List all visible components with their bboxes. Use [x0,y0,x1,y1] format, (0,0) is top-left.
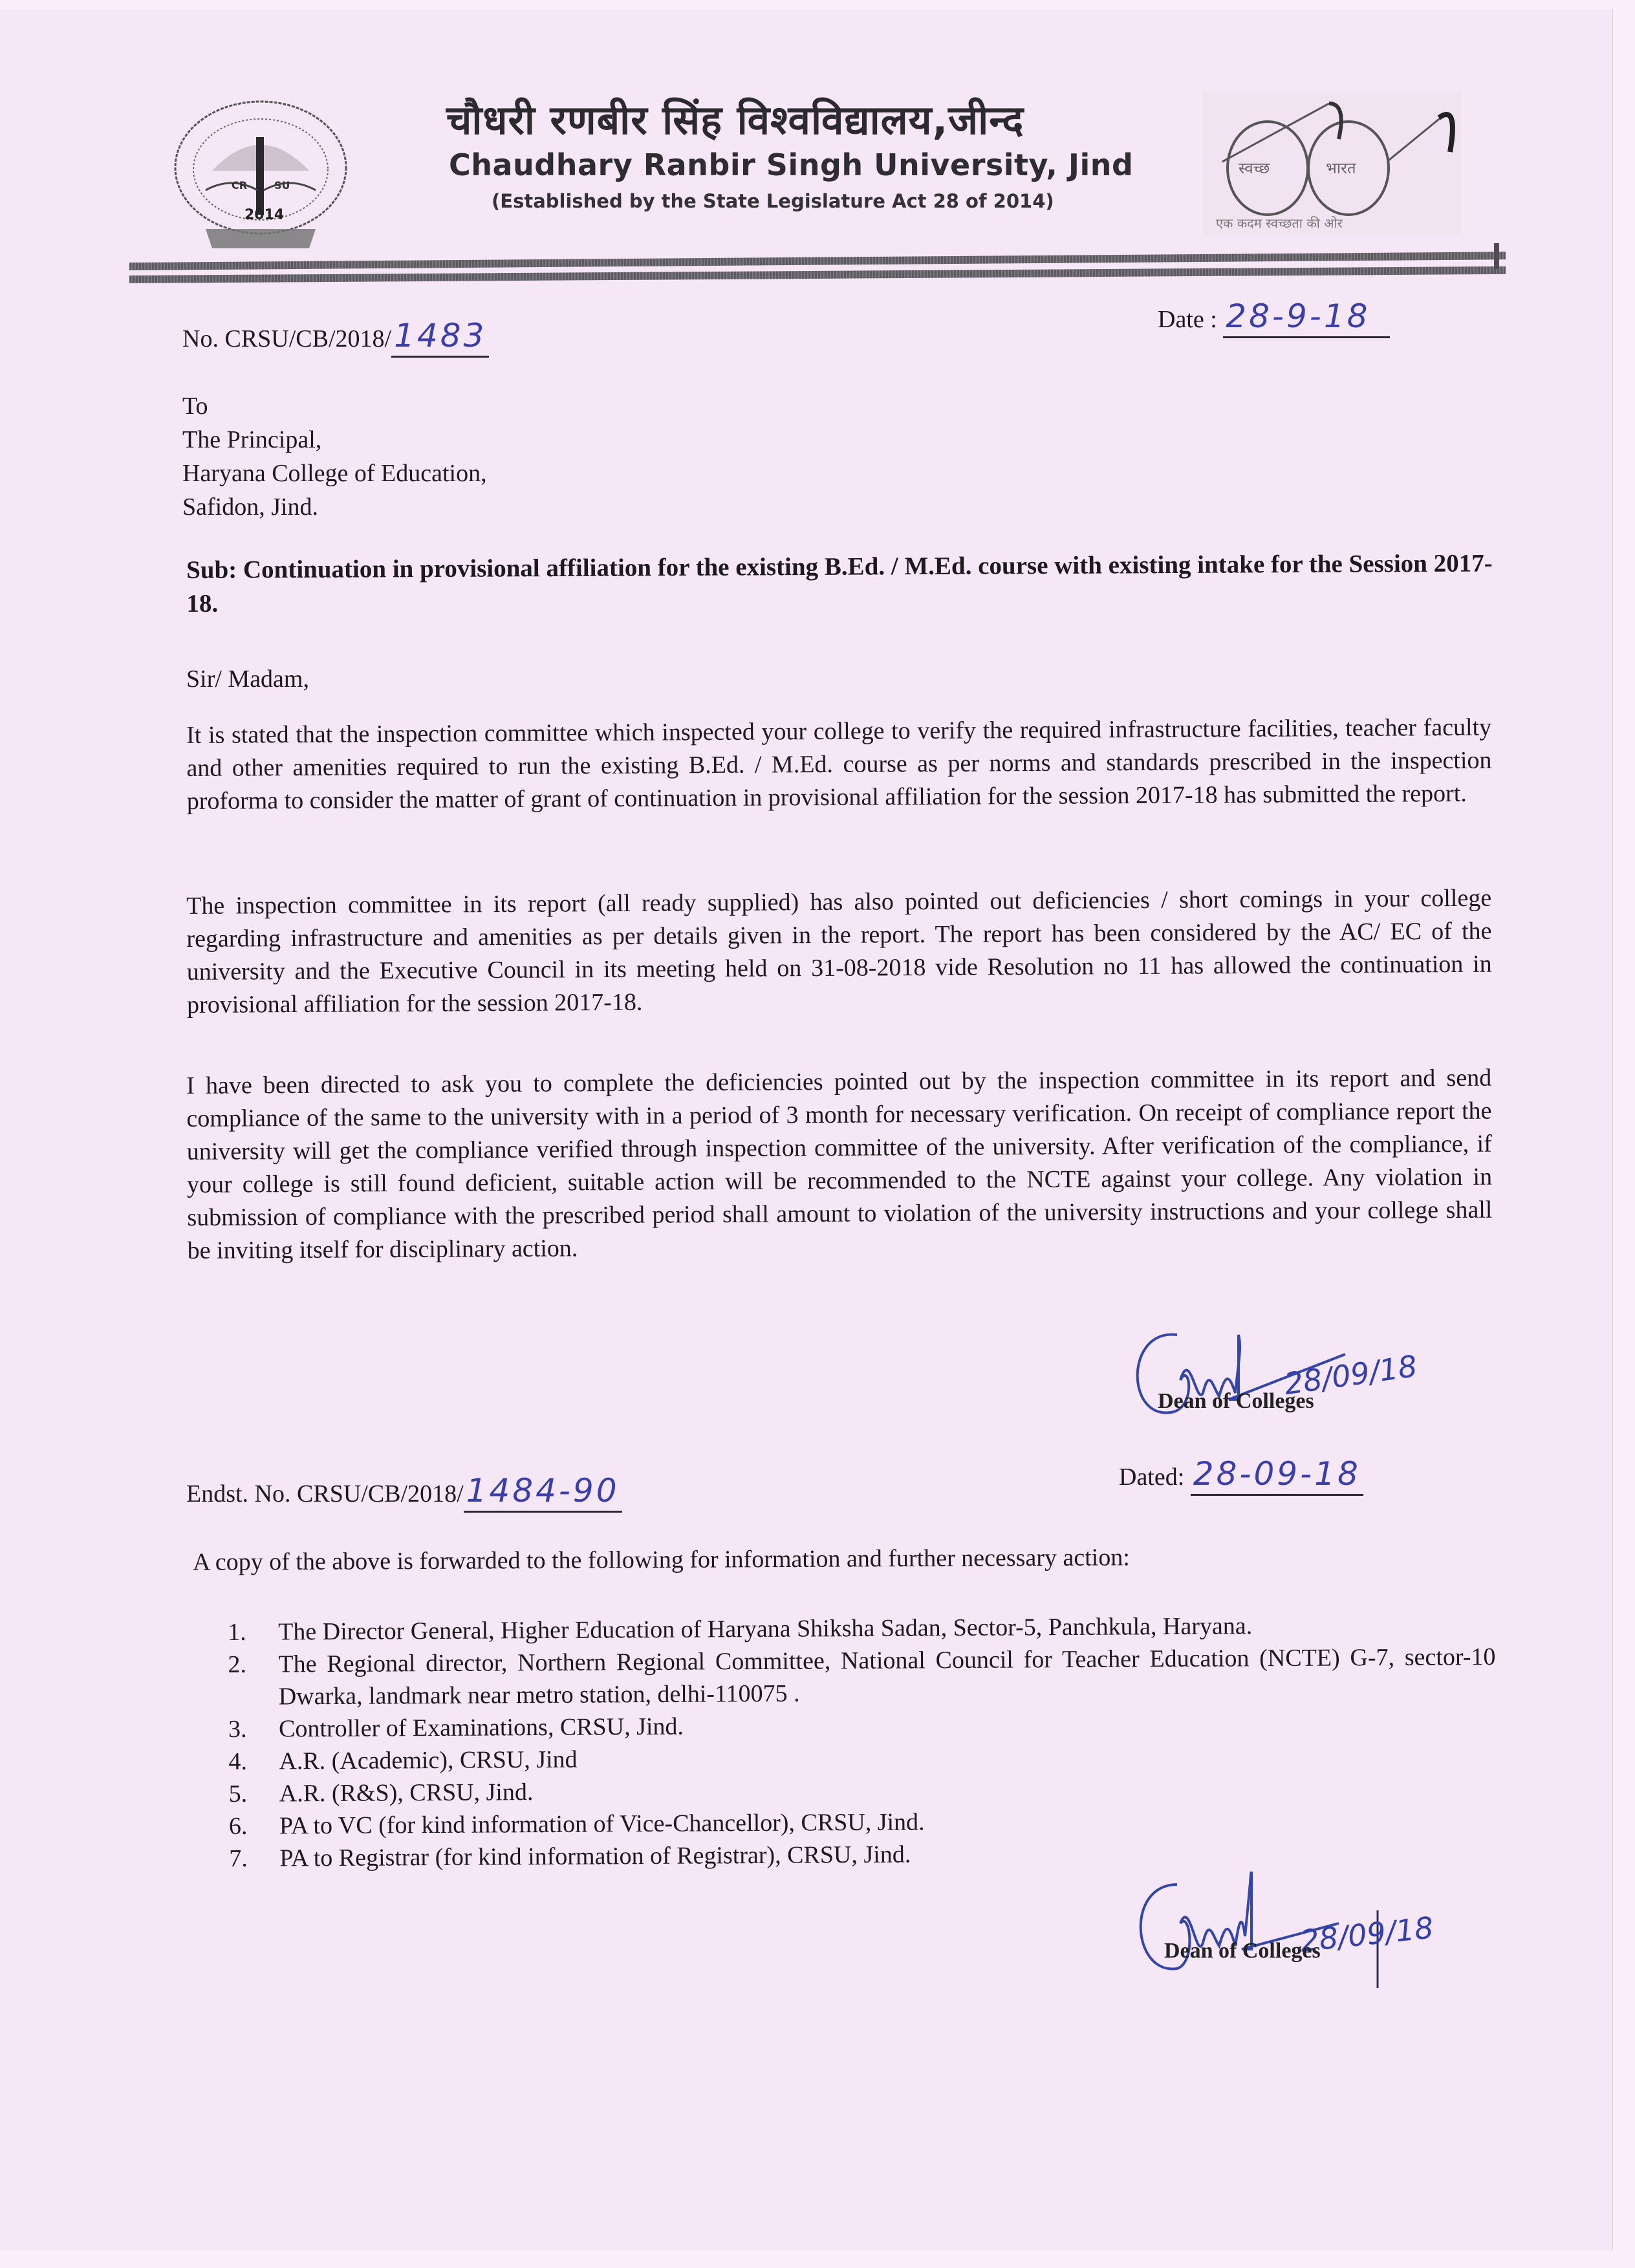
reference-date [1158,297,1390,338]
letterhead-rule-end [1494,243,1499,269]
addressee-line: Safidon, Jind. [182,493,319,521]
swachh-tagline: एक कदम स्वच्छता की ओर [1216,215,1343,231]
body-paragraph-3: I have been directed to ask you to complete the deficiencies pointed out by the inspection committee in its report and send compliance of the same to the university with in a period of 3 month for necessary verification. On receipt of compliance report the university will get the compliance verified through inspection committee of the university. After verification of the compliance, if your college is still found deficient, suitable action will be recommended to the NCTE against your college. Any violation in submission of compliance with the prescribed period shall amount to violation of the university instructions and your college shall be inviting itself for disciplinary action. [186,1064,1493,1264]
signature-2-designation [1164,1939,1321,1963]
crest-initials-left: CR [232,179,248,191]
endorsement-number-handwritten: 1484-90 [464,1472,622,1513]
salutation: Sir/ Madam, [186,665,309,693]
university-crest-logo [167,93,354,268]
recipient-text: The Director General, Higher Education of Haryana Shiksha Sadan, Sector-5, Panchkula, Haryana. [278,1612,1253,1646]
established-line: (Established by the State Legislature Act 28 of 2014) [492,190,1054,212]
recipient-number: 7. [229,1844,248,1872]
copy-forward-intro: A copy of the above is forwarded to the following for information and further necessary action: [192,1544,1130,1576]
recipient-item [229,1835,1497,1875]
crest-emblem-icon [167,93,354,268]
recipient-number: 1. [228,1618,246,1646]
recipient-number: 5. [228,1780,248,1808]
reference-date-label: Date : [1158,306,1217,333]
recipient-text: PA to VC (for kind information of Vice-Chancellor), CRSU, Jind. [279,1808,925,1840]
swachh-right-lens-text: भारत [1326,159,1356,177]
crest-year: 2014 [244,207,285,223]
signature-1-designation-text: Dean of Colleges [1158,1389,1314,1413]
swachh-bharat-logo [1203,91,1462,235]
recipient-text: Controller of Examinations, CRSU, Jind. [278,1712,684,1743]
addressee-line: Haryana College of Education, [182,460,487,487]
letter-page [0,9,1613,2251]
endorsement-date-label: Dated: [1119,1463,1185,1491]
subject-line: Sub: Continuation in provisional affiliation for the existing B.Ed. / M.Ed. course with existing intake for the Session 2017-18. [186,549,1493,618]
addressee-block [182,389,487,524]
reference-date-handwritten: 28-9-18 [1223,297,1390,338]
signature-block-1 [1099,1322,1500,1425]
signature-2-date: 28/09/18 [1298,1910,1435,1959]
crest-initials-right: SU [274,179,290,191]
recipient-number: 6. [228,1812,248,1840]
addressee-line: To [182,393,208,420]
signature-1-date: 28/09/18 [1282,1348,1420,1402]
letterhead-rule-bottom [129,266,1506,283]
endorsement-number [186,1472,622,1513]
reference-number-handwritten: 1483 [391,317,489,358]
body-paragraph-2: The inspection committee in its report (all ready supplied) has also pointed out deficiencies / short comings in your college regarding infrastructure and amenities as per details given in the report. The report has been considered by the AC/ EC of the university and the Executive Council in its meeting held on 31-08-2018 vide Resolution no 11 has allowed the continuation in provisional affiliation for the session 2017-18. [186,884,1492,1019]
endorsement-date-handwritten: 28-09-18 [1191,1455,1363,1496]
body-paragraph-1: It is stated that the inspection committee which inspected your college to verify the required infrastructure facilities, teacher faculty and other amenities required to run the existing B.Ed. / M.Ed. course as per norms and standards prescribed in the inspection proforma to consider the matter of grant of continuation in provisional affiliation for the session 2017-18 has submitted the report. [186,713,1492,815]
recipient-text: PA to Registrar (for kind information of Registrar), CRSU, Jind. [279,1841,911,1872]
endorsement-number-prefix: Endst. No. CRSU/CB/2018/ [186,1480,464,1507]
recipient-number: 3. [228,1715,247,1743]
recipient-item [228,1641,1496,1713]
recipient-text: A.R. (Academic), CRSU, Jind [279,1745,578,1775]
reference-number [182,317,489,358]
addressee-line: The Principal, [182,426,322,453]
recipient-text: A.R. (R&S), CRSU, Jind. [279,1778,534,1808]
reference-number-prefix: No. CRSU/CB/2018/ [182,325,392,352]
signature-block-2 [1106,1872,1507,1975]
university-name-hindi: चौधरी रणबीर सिंह विश्वविद्यालय,जीन्द [446,96,1024,144]
recipient-text: The Regional director, Northern Regional Committee, National Council for Teacher Education (NCTE) G-7, sector-10 Dwarka, landmark near metro station, delhi-110075 . [278,1643,1496,1711]
recipient-number: 2. [228,1650,247,1678]
signature-1-designation [1158,1389,1314,1414]
recipient-number: 4. [228,1747,248,1775]
copy-recipients-list [228,1608,1497,1875]
endorsement-date [1119,1455,1363,1496]
university-name: Chaudhary Ranbir Singh University, Jind [449,147,1134,182]
swachh-left-lens-text: स्वच्छ [1239,159,1270,177]
signature-2-designation-text: Dean of Colleges [1164,1939,1321,1963]
spectacles-icon [1203,91,1462,235]
